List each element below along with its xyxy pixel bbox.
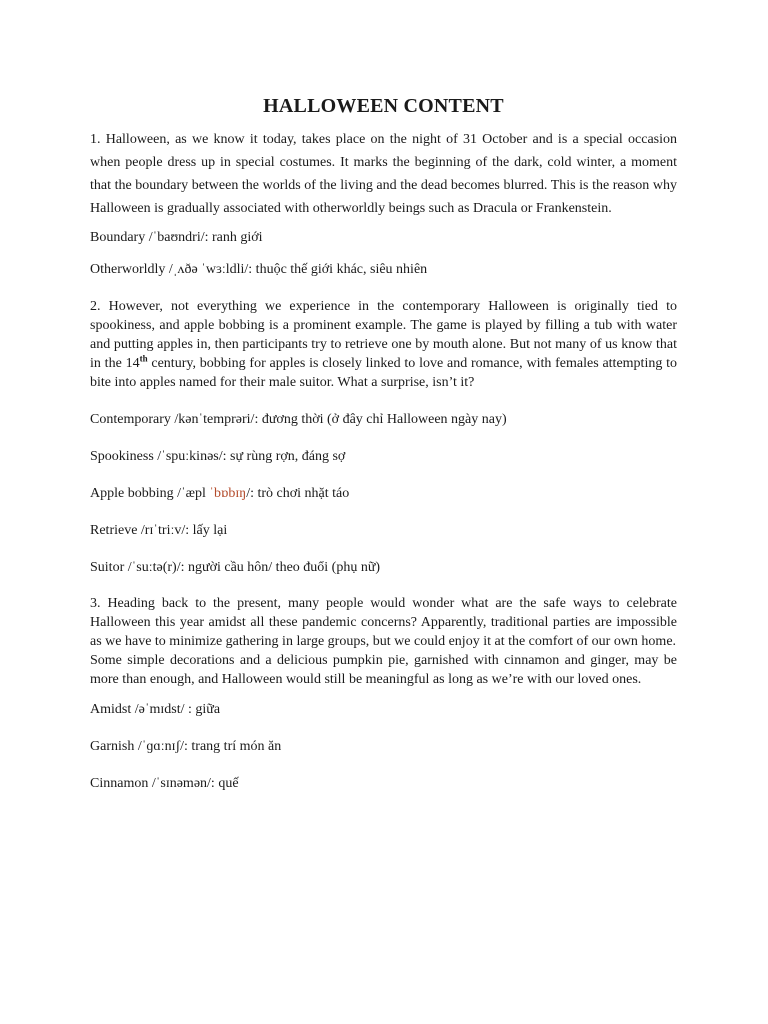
- vocab-cinnamon: Cinnamon /ˈsɪnəmən/: quế: [90, 776, 239, 791]
- paragraph-2: [90, 297, 677, 392]
- paragraph-2-text-b: century, bobbing for apples is closely linked to love and romance, with females attempting to bite into apples named for their male suitor. What a surprise, isn’t it?: [90, 356, 678, 390]
- vocab-boundary: Boundary /ˈbaʊndri/: ranh giới: [90, 230, 263, 245]
- paragraph-1: 1. Halloween, as we know it today, takes place on the night of 31 October and is a special occasion when people dress up in special costumes. It marks the beginning of the dark, cold winter, a moment that the boundary between the worlds of the living and the dead becomes blurred. This is the reason why Halloween is gradually associated with otherworldly beings such as Dracula or Frankenstein.: [90, 132, 677, 216]
- vocab-contemporary: Contemporary /kənˈtemprəri/: đương thời (ở đây chỉ Halloween ngày nay): [90, 412, 507, 427]
- paragraph-4: Some simple decorations and a delicious pumpkin pie, garnished with cinnamon and ginger, may be more than enough, and Halloween would still be meaningful as long as we’re with our loved ones.: [90, 653, 677, 687]
- document-page: [90, 92, 677, 795]
- paragraph-2-text-a: 2. However, not everything we experience in the contemporary Halloween is originally tied to spookiness, and apple bobbing is a prominent example. The game is played by filling a tub with water and putting apples in, then participants try to retrieve one by mouth alone. But not many of us know that in the 14: [90, 299, 677, 371]
- vocab-otherworldly: Otherworldly /ˌʌðə ˈwɜːldli/: thuộc thế giới khác, siêu nhiên: [90, 262, 428, 277]
- vocab-apple-bobbing-highlight: ˈbɒbɪŋ: [209, 486, 247, 501]
- ordinal-suffix: th: [139, 353, 148, 364]
- document-title: HALLOWEEN CONTENT: [263, 95, 504, 117]
- vocab-apple-bobbing: [90, 482, 677, 505]
- paragraph-3: 3. Heading back to the present, many people would wonder what are the safe ways to celebrate Halloween this year amidst all these pandemic concerns? Apparently, traditional parties are impossible as we have to minimize gathering in large groups, but we could enjoy it at the comfort of our own home.: [90, 596, 677, 649]
- vocab-retrieve: Retrieve /rɪˈtriːv/: lấy lại: [90, 523, 228, 538]
- vocab-apple-bobbing-b: /: trò chơi nhặt táo: [246, 486, 350, 501]
- vocab-spookiness: Spookiness /ˈspuːkinəs/: sự rùng rợn, đáng sợ: [90, 449, 346, 464]
- vocab-suitor: Suitor /ˈsuːtə(r)/: người cầu hôn/ theo đuổi (phụ nữ): [90, 560, 381, 575]
- vocab-apple-bobbing-a: Apple bobbing /ˈæpl: [90, 486, 210, 501]
- vocab-garnish: Garnish /ˈɡɑːnɪʃ/: trang trí món ăn: [90, 739, 282, 754]
- vocab-amidst: Amidst /əˈmɪdst/ : giữa: [90, 702, 221, 717]
